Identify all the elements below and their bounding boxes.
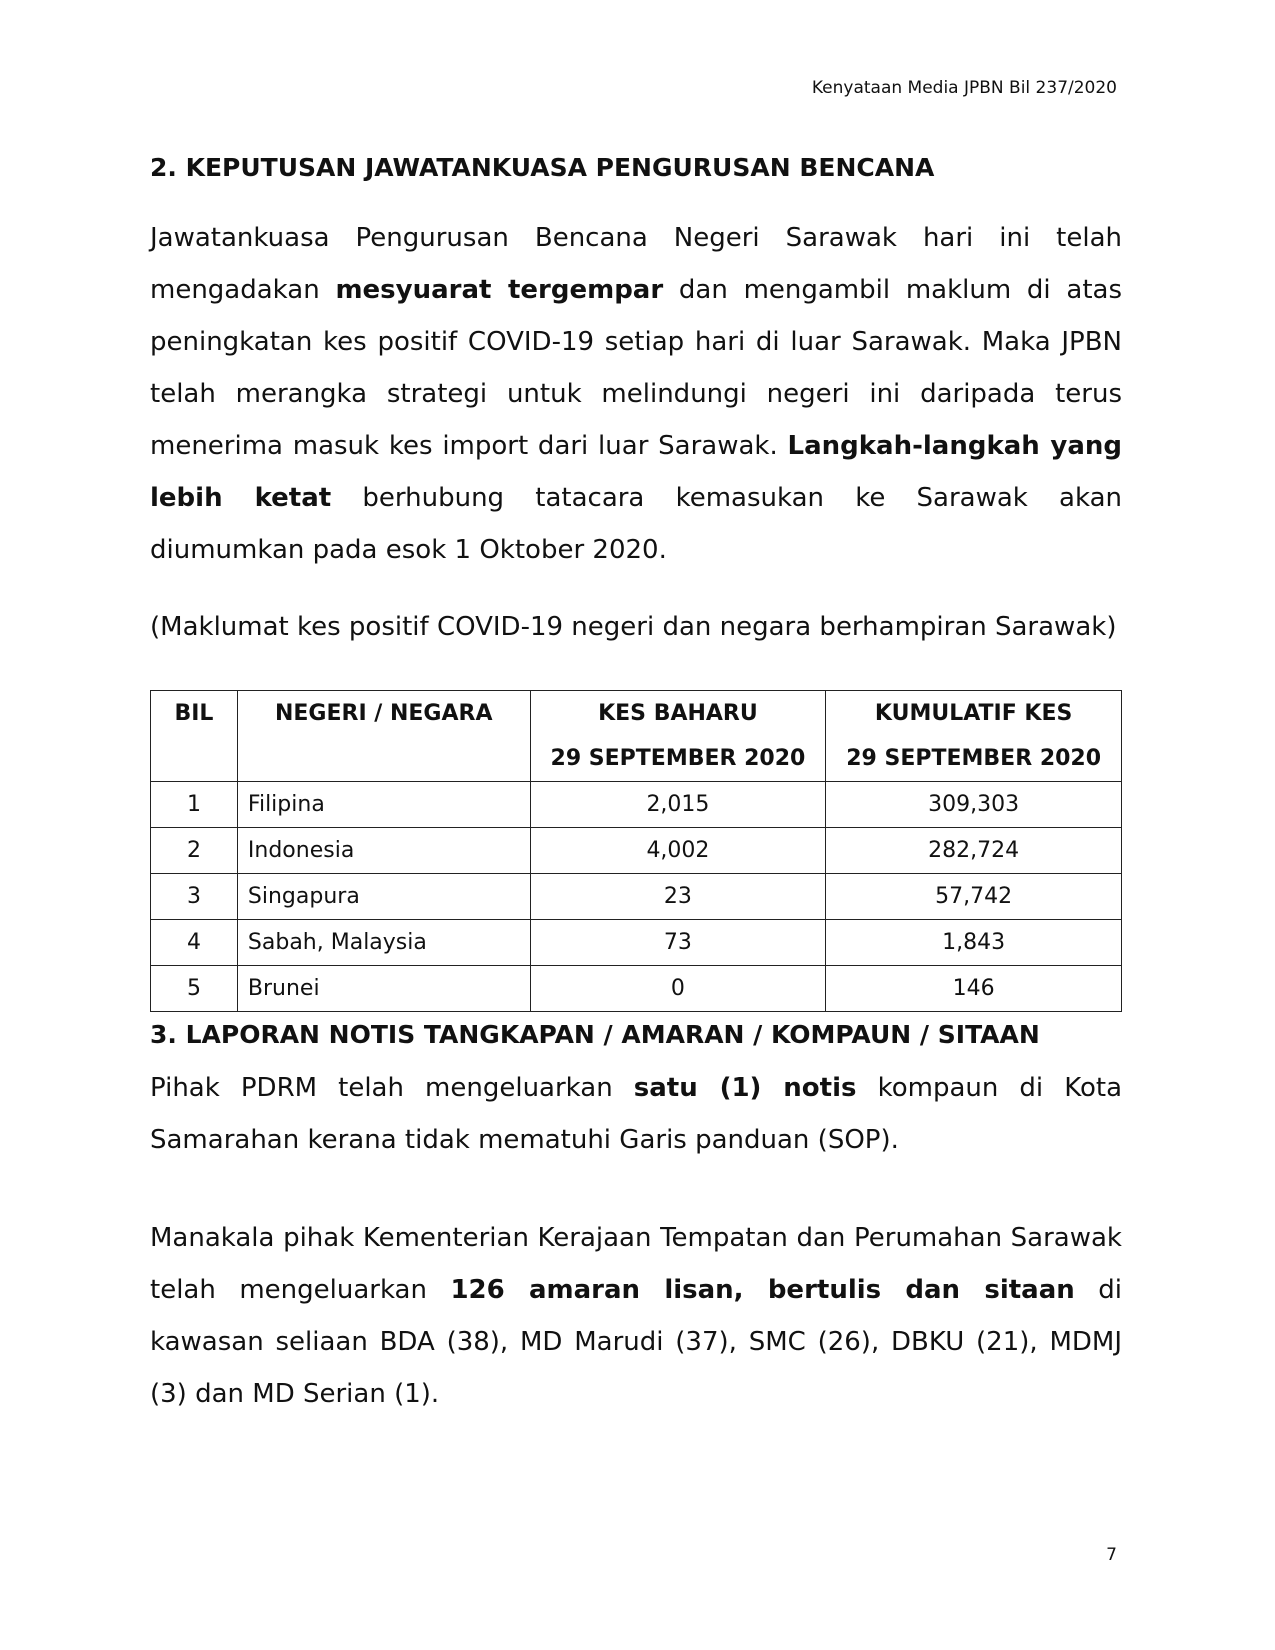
cell-new: 2,015 <box>530 782 826 828</box>
paragraph-text: Pihak PDRM telah mengeluarkan <box>150 1073 634 1103</box>
cell-name: Indonesia <box>237 828 530 874</box>
cell-new: 73 <box>530 920 826 966</box>
cell-bil: 2 <box>151 828 238 874</box>
paragraph-bold: Langkah-langkah yang lebih ketat <box>150 431 1122 513</box>
paragraph-text: kompaun di Kota Samarahan kerana tidak mematuhi Garis panduan (SOP). <box>150 1073 1122 1155</box>
header-reference: Kenyataan Media JPBN Bil 237/2020 <box>811 78 1117 98</box>
cell-cumulative: 309,303 <box>826 782 1122 828</box>
cell-bil: 5 <box>151 966 238 1012</box>
header-kes-baharu: KES BAHARU 29 SEPTEMBER 2020 <box>530 691 826 782</box>
cell-name: Brunei <box>237 966 530 1012</box>
paragraph-text: Manakala pihak Kementerian Kerajaan Tempatan dan Perumahan Sarawak telah mengeluarkan <box>150 1223 1122 1305</box>
header-kumulatif: KUMULATIF KES 29 SEPTEMBER 2020 <box>826 691 1122 782</box>
section-2-heading: 2. KEPUTUSAN JAWATANKUASA PENGURUSAN BENCANA <box>150 153 935 182</box>
paragraph-bold: 126 amaran lisan, bertulis dan sitaan <box>450 1275 1075 1305</box>
cell-cumulative: 1,843 <box>826 920 1122 966</box>
cell-bil: 3 <box>151 874 238 920</box>
cell-new: 4,002 <box>530 828 826 874</box>
paragraph-bold: mesyuarat tergempar <box>335 275 664 305</box>
paragraph-bold: satu (1) notis <box>633 1073 857 1103</box>
table-caption: (Maklumat kes positif COVID-19 negeri dan negara berhampiran Sarawak) <box>150 612 1117 642</box>
cell-new: 0 <box>530 966 826 1012</box>
cell-cumulative: 282,724 <box>826 828 1122 874</box>
table-row <box>151 874 1122 920</box>
section-3-heading: 3. LAPORAN NOTIS TANGKAPAN / AMARAN / KOMPAUN / SITAAN <box>150 1020 1040 1049</box>
section-2-paragraph <box>150 212 1122 576</box>
table-row <box>151 966 1122 1012</box>
header-negeri: NEGERI / NEGARA <box>237 691 530 782</box>
header-bil: BIL <box>151 691 238 782</box>
table-row <box>151 828 1122 874</box>
section-3-paragraph-1 <box>150 1062 1122 1166</box>
paragraph-text: Jawatankuasa Pengurusan Bencana Negeri Sarawak hari ini telah mengadakan <box>150 223 1122 305</box>
paragraph-text: dan mengambil maklum di atas peningkatan kes positif COVID-19 setiap hari di luar Sarawak. Maka JPBN telah merangka strategi untuk melindungi negeri ini daripada terus menerima masuk kes import dari luar Sarawak. <box>150 275 1122 461</box>
cell-bil: 4 <box>151 920 238 966</box>
cell-bil: 1 <box>151 782 238 828</box>
covid-cases-table <box>150 690 1122 1012</box>
section-3-paragraph-2 <box>150 1212 1122 1420</box>
cell-cumulative: 57,742 <box>826 874 1122 920</box>
cell-name: Singapura <box>237 874 530 920</box>
cell-name: Filipina <box>237 782 530 828</box>
table-row <box>151 920 1122 966</box>
table-row <box>151 782 1122 828</box>
page-number: 7 <box>1106 1545 1117 1565</box>
cell-name: Sabah, Malaysia <box>237 920 530 966</box>
cell-cumulative: 146 <box>826 966 1122 1012</box>
paragraph-text: di kawasan seliaan BDA (38), MD Marudi (37), SMC (26), DBKU (21), MDMJ (3) dan MD Serian (1). <box>150 1275 1122 1409</box>
cell-new: 23 <box>530 874 826 920</box>
paragraph-text: berhubung tatacara kemasukan ke Sarawak akan diumumkan pada esok 1 Oktober 2020. <box>150 483 1122 565</box>
table-header-row <box>151 691 1122 782</box>
